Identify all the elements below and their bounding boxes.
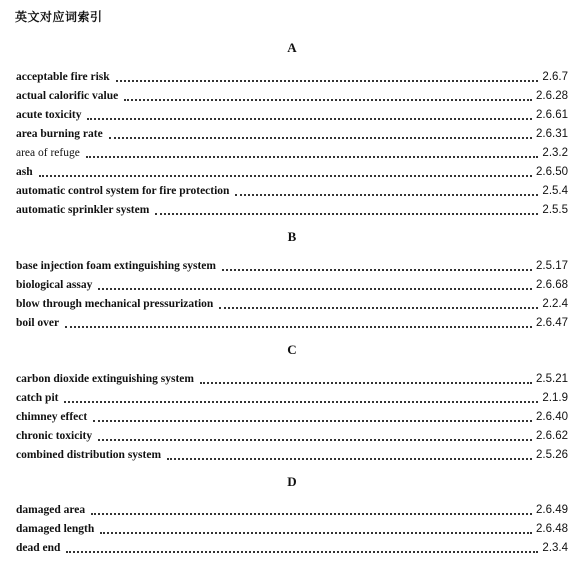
- dot-leader: [93, 419, 532, 422]
- entry-term: chimney effect: [16, 411, 88, 423]
- dot-leader: [235, 193, 538, 196]
- index-entry: [16, 161, 568, 180]
- entry-reference: 2.5.21: [536, 373, 568, 385]
- entry-term: area of refuge: [16, 147, 80, 159]
- dot-leader: [98, 438, 532, 441]
- entry-reference: 2.6.7: [542, 71, 568, 83]
- index-entry: [16, 537, 568, 556]
- entry-reference: 2.5.17: [536, 260, 568, 272]
- index-entry: [16, 66, 568, 85]
- index-section-d: [0, 472, 584, 491]
- entry-reference: 2.6.62: [536, 430, 568, 442]
- entry-reference: 2.6.50: [536, 166, 568, 178]
- index-entry: [16, 255, 568, 274]
- dot-leader: [155, 212, 538, 215]
- page-title: 英文对应词索引: [15, 10, 103, 24]
- entry-term: automatic sprinkler system: [16, 204, 150, 216]
- index-entry: [16, 274, 568, 293]
- entry-reference: 2.6.40: [536, 411, 568, 423]
- index-section-b: [0, 227, 584, 246]
- index-entry: [16, 142, 568, 161]
- index-entry: [16, 85, 568, 104]
- entry-reference: 2.6.28: [536, 90, 568, 102]
- index-entry: [16, 499, 568, 518]
- entry-term: catch pit: [16, 392, 59, 404]
- dot-leader: [219, 306, 538, 309]
- index-entry: [16, 406, 568, 425]
- entry-reference: 2.5.26: [536, 449, 568, 461]
- dot-leader: [167, 457, 532, 460]
- entry-reference: 2.6.47: [536, 317, 568, 329]
- entry-reference: 2.6.31: [536, 128, 568, 140]
- entry-reference: 2.6.49: [536, 504, 568, 516]
- index-entry: [16, 104, 568, 123]
- dot-leader: [116, 79, 539, 82]
- section-letter: D: [287, 474, 297, 489]
- index-entry: [16, 180, 568, 199]
- entry-term: acceptable fire risk: [16, 71, 110, 83]
- entry-reference: 2.6.61: [536, 109, 568, 121]
- entry-term: base injection foam extinguishing system: [16, 260, 216, 272]
- dot-leader: [87, 117, 532, 120]
- dot-leader: [100, 531, 532, 534]
- entry-term: boil over: [16, 317, 60, 329]
- index-entry: [16, 123, 568, 142]
- dot-leader: [86, 155, 539, 158]
- entry-term: biological assay: [16, 279, 93, 291]
- index-section-c: [0, 340, 584, 359]
- index-entry: [16, 368, 568, 387]
- section-letter: C: [287, 342, 297, 357]
- dot-leader: [200, 381, 532, 384]
- index-entry: [16, 425, 568, 444]
- entry-term: acute toxicity: [16, 109, 82, 121]
- dot-leader: [39, 174, 532, 177]
- dot-leader: [124, 98, 532, 101]
- entry-reference: 2.5.5: [542, 204, 568, 216]
- entry-term: chronic toxicity: [16, 430, 93, 442]
- entry-reference: 2.3.4: [542, 542, 568, 554]
- entry-term: area burning rate: [16, 128, 103, 140]
- entry-term: actual calorific value: [16, 90, 119, 102]
- index-section-a: [0, 38, 584, 57]
- dot-leader: [222, 268, 532, 271]
- entry-term: dead end: [16, 542, 61, 554]
- entry-reference: 2.3.2: [542, 147, 568, 159]
- index-entry: [16, 387, 568, 406]
- index-entry: [16, 518, 568, 537]
- dot-leader: [66, 550, 538, 553]
- entry-term: damaged area: [16, 504, 86, 516]
- entry-term: combined distribution system: [16, 449, 162, 461]
- entry-reference: 2.2.4: [542, 298, 568, 310]
- entry-term: ash: [16, 166, 33, 178]
- entry-term: carbon dioxide extinguishing system: [16, 373, 194, 385]
- dot-leader: [91, 512, 532, 515]
- section-letter: B: [287, 229, 297, 244]
- entry-term: automatic control system for fire protection: [16, 185, 230, 197]
- entry-reference: 2.6.48: [536, 523, 568, 535]
- entry-term: damaged length: [16, 523, 95, 535]
- section-letter: A: [287, 40, 297, 55]
- entry-term: blow through mechanical pressurization: [16, 298, 214, 310]
- entry-reference: 2.5.4: [542, 185, 568, 197]
- index-entry: [16, 293, 568, 312]
- entry-reference: 2.1.9: [542, 392, 568, 404]
- index-entry: [16, 312, 568, 331]
- index-entry: [16, 444, 568, 463]
- dot-leader: [64, 400, 538, 403]
- entry-reference: 2.6.68: [536, 279, 568, 291]
- dot-leader: [98, 287, 532, 290]
- dot-leader: [65, 325, 532, 328]
- index-entry: [16, 199, 568, 218]
- dot-leader: [109, 136, 532, 139]
